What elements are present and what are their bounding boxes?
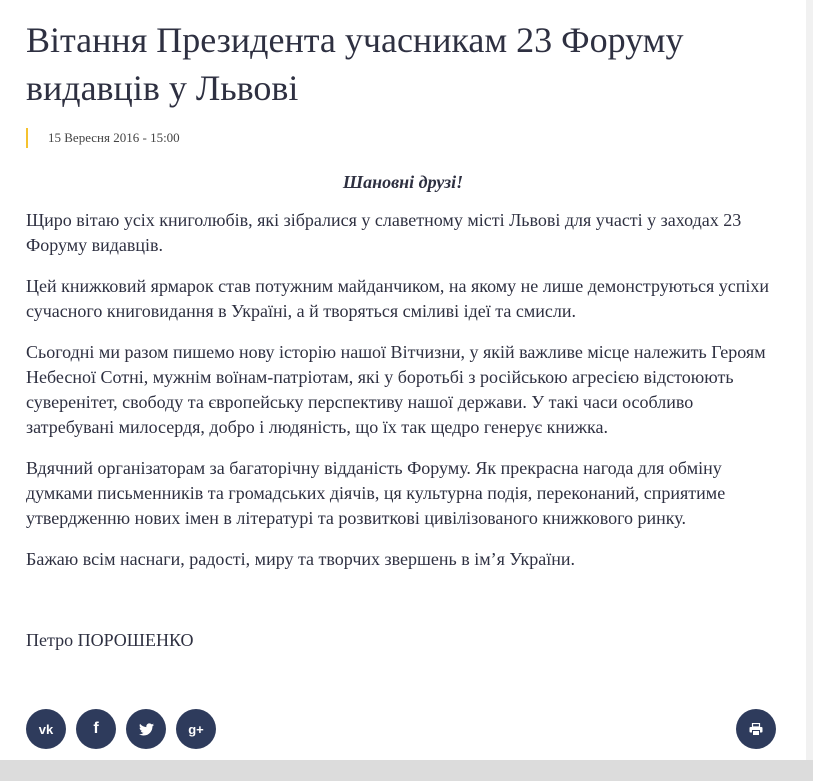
vk-share-button[interactable] [26,709,66,749]
article-body [26,208,781,588]
googleplus-icon: g+ [188,721,204,737]
scrollbar-track[interactable] [806,0,813,760]
publish-date: 15 Вересня 2016 - 15:00 [26,128,180,148]
horizontal-scrollbar[interactable] [0,760,813,781]
page-title: Вітання Президента учасникам 23 Форуму видавців у Львові [26,20,684,108]
print-button[interactable] [736,709,776,749]
googleplus-share-button[interactable] [176,709,216,749]
signature: Петро ПОРОШЕНКО [26,630,194,650]
greeting: Шановні друзі! [342,172,464,192]
facebook-icon: f [93,720,99,737]
twitter-share-button[interactable] [126,709,166,749]
paragraph: Цей книжковий ярмарок став потужним майданчиком, на якому не лише демонструються успіхи сучасного книговидання в Україні, а й творяться сміливі ідеї та смисли. [26,276,770,321]
twitter-icon [139,723,154,736]
vk-icon: vk [38,721,54,737]
paragraph: Бажаю всім наснаги, радості, миру та творчих звершень в ім’я України. [26,549,576,569]
paragraph: Щиро вітаю усіх книголюбів, які зібралися у славетному місті Львові для участі у заходах 23 Форуму видавців. [26,210,742,255]
paragraph: Сьогодні ми разом пишемо нову історію нашої Вітчизни, у якій важливе місце належить Героям Небесної Сотні, мужнім воїнам-патріотам, які у боротьбі з російською агресією відстоюють суверенітет, свободу та європейську перспективу нашої держави. У такі часи особливо затребувані милосердя, добро і людяність, що їх так щедро генерує книжка. [26,342,766,437]
paragraph: Вдячний організаторам за багаторічну відданість Форуму. Як прекрасна нагода для обміну думками письменників та громадських діячів, ця культурна подія, переконаний, сприятиме утвердженню нових імен в літературі та розвиткові цивілізованого книжкового ринку. [26,458,726,528]
printer-icon [749,723,763,736]
facebook-share-button[interactable] [76,709,116,749]
